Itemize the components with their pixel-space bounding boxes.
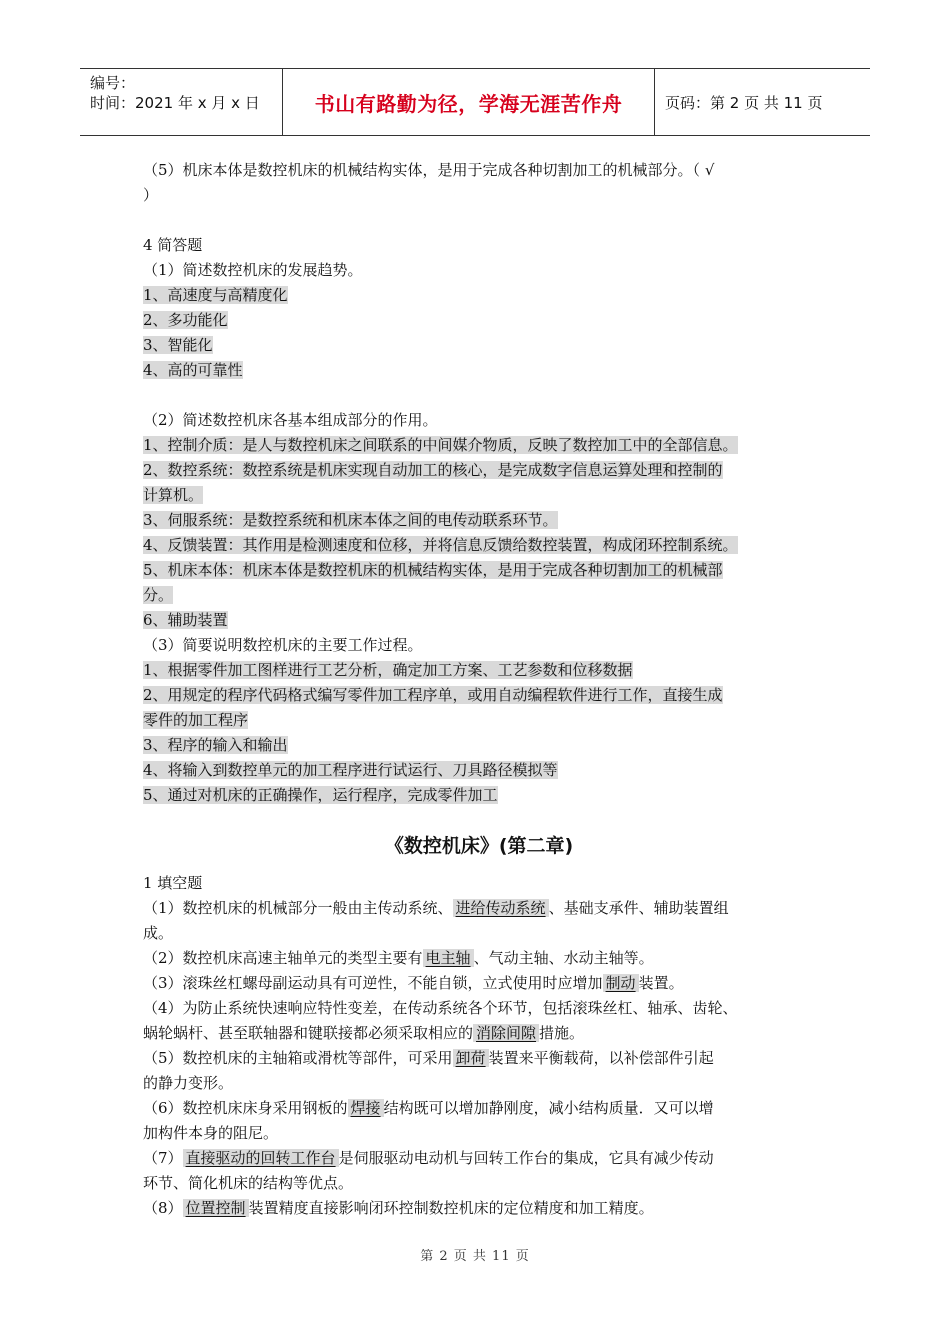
answer-line [143,608,815,633]
answer-line [143,433,815,458]
fill-item-8 [143,1196,815,1221]
header-meta [80,69,282,135]
answer-text: 2、多功能化 [143,311,228,329]
true-false-item-5: （5）机床本体是数控机床的机械结构实体，是用于完成各种切割加工的机械部分。（ √ [143,161,715,179]
fill-answer: 焊接 [348,1099,384,1117]
answer-text: 3、智能化 [143,336,213,354]
fill-text: （1）数控机床的机械部分一般由主传动系统、 [143,899,453,917]
answer-text: 计算机。 [143,486,204,504]
answer-line [143,708,815,733]
answer-line [143,308,815,333]
fill-item-2 [143,946,815,971]
chapter-title: 《数控机床》(第二章) [384,835,574,857]
doc-number-label: 编号： [90,74,136,92]
fill-item-6 [143,1096,815,1121]
answer-line [143,683,815,708]
answer-text: 1、高速度与高精度化 [143,286,288,304]
fill-item-1-cont: 成。 [143,924,174,942]
answer-text: 5、通过对机床的正确操作，运行程序，完成零件加工 [143,786,498,804]
fill-item-1 [143,896,815,921]
fill-answer: 卸荷 [453,1049,489,1067]
fill-item-7 [143,1146,815,1171]
page-footer: 第 2 页 共 11 页 [420,1249,530,1264]
answer-text: 2、用规定的程序代码格式编写零件加工程序单，或用自动编程软件进行工作，直接生成 [143,686,723,704]
header-motto: 书山有路勤为径，学海无涯苦作舟 [282,69,655,135]
answer-line [143,483,815,508]
answer-line [143,558,815,583]
fill-answer: 位置控制 [183,1199,249,1217]
true-false-item-5-cont: ） [143,186,159,204]
fill-text: 结构既可以增加静刚度，减小结构质量．又可以增 [383,1099,714,1117]
question-prompt: （3）简要说明数控机床的主要工作过程。 [143,636,423,654]
answer-text: 6、辅助装置 [143,611,228,629]
fill-answer: 电主轴 [423,949,474,967]
fill-item-4: （4）为防止系统快速响应特性变差，在传动系统各个环节，包括滚珠丝杠、轴承、齿轮、 [143,999,738,1017]
answer-line [143,358,815,383]
fill-text: 蜗轮蜗杆、甚至联轴器和键联接都必须采取相应的 [143,1024,474,1042]
answer-text: 4、高的可靠性 [143,361,243,379]
answer-text: 5、机床本体：机床本体是数控机床的机械结构实体，是用于完成各种切割加工的机械部 [143,561,723,579]
answer-text: 4、将输入到数控单元的加工程序进行试运行、刀具路径模拟等 [143,761,558,779]
question-prompt: （1）简述数控机床的发展趋势。 [143,261,363,279]
answer-line [143,658,815,683]
fill-item-6-cont: 加构件本身的阻尼。 [143,1124,279,1142]
answer-text: 3、程序的输入和输出 [143,736,288,754]
fill-text: （2）数控机床高速主轴单元的类型主要有 [143,949,423,967]
fill-text: 是伺服驱动电动机与回转工作台的集成，它具有减少传动 [338,1149,714,1167]
fill-text: 装置来平衡载荷，以补偿部件引起 [488,1049,714,1067]
fill-text: 装置精度直接影响闭环控制数控机床的定位精度和加工精度。 [248,1199,654,1217]
fill-text: 、基础支承件、辅助装置组 [548,899,729,917]
answer-text: 2、数控系统：数控系统是机床实现自动加工的核心，是完成数字信息运算处理和控制的 [143,461,723,479]
answer-line [143,583,815,608]
answer-line [143,758,815,783]
page-header [80,68,870,136]
fill-item-3 [143,971,815,996]
fill-item-7-cont: 环节、简化机床的结构等优点。 [143,1174,354,1192]
fill-answer: 直接驱动的回转工作台 [183,1149,339,1167]
answer-text: 1、控制介质：是人与数控机床之间联系的中间媒介物质，反映了数控加工中的全部信息。 [143,436,738,454]
fill-text: 装置。 [638,974,684,992]
answer-text: 分。 [143,586,174,604]
answer-line [143,533,815,558]
section-heading: 1 填空题 [143,874,203,892]
header-page-info: 页码：第 2 页 共 11 页 [665,93,823,112]
answer-line [143,458,815,483]
fill-item-5 [143,1046,815,1071]
answer-text: 1、根据零件加工图样进行工艺分析，确定加工方案、工艺参数和位移数据 [143,661,633,679]
fill-text: （8） [143,1199,183,1217]
answer-text: 4、反馈装置：其作用是检测速度和位移，并将信息反馈给数控装置，构成闭环控制系统。 [143,536,738,554]
question-prompt: （2）简述数控机床各基本组成部分的作用。 [143,411,438,429]
answer-text: 3、伺服系统：是数控系统和机床本体之间的电传动联系环节。 [143,511,558,529]
answer-text: 零件的加工程序 [143,711,249,729]
doc-date-label: 时间：2021 年 x 月 x 日 [90,94,260,112]
fill-text: （7） [143,1149,183,1167]
answer-line [143,283,815,308]
fill-text: （3）滚珠丝杠螺母副运动具有可逆性，不能自锁，立式使用时应增加 [143,974,603,992]
answer-line [143,733,815,758]
fill-item-4-cont [143,1021,815,1046]
fill-answer: 进给传动系统 [453,899,549,917]
fill-item-5-cont: 的静力变形。 [143,1074,234,1092]
fill-text: 、气动主轴、水动主轴等。 [473,949,654,967]
answer-line [143,783,815,808]
fill-text: （6）数控机床床身采用钢板的 [143,1099,348,1117]
answer-line [143,333,815,358]
answer-line [143,508,815,533]
document-body [143,158,815,1221]
fill-answer: 消除间隙 [473,1024,539,1042]
fill-text: （5）数控机床的主轴箱或滑枕等部件，可采用 [143,1049,453,1067]
fill-text: 措施。 [539,1024,585,1042]
fill-answer: 制动 [603,974,639,992]
section-heading: 4 简答题 [143,236,203,254]
